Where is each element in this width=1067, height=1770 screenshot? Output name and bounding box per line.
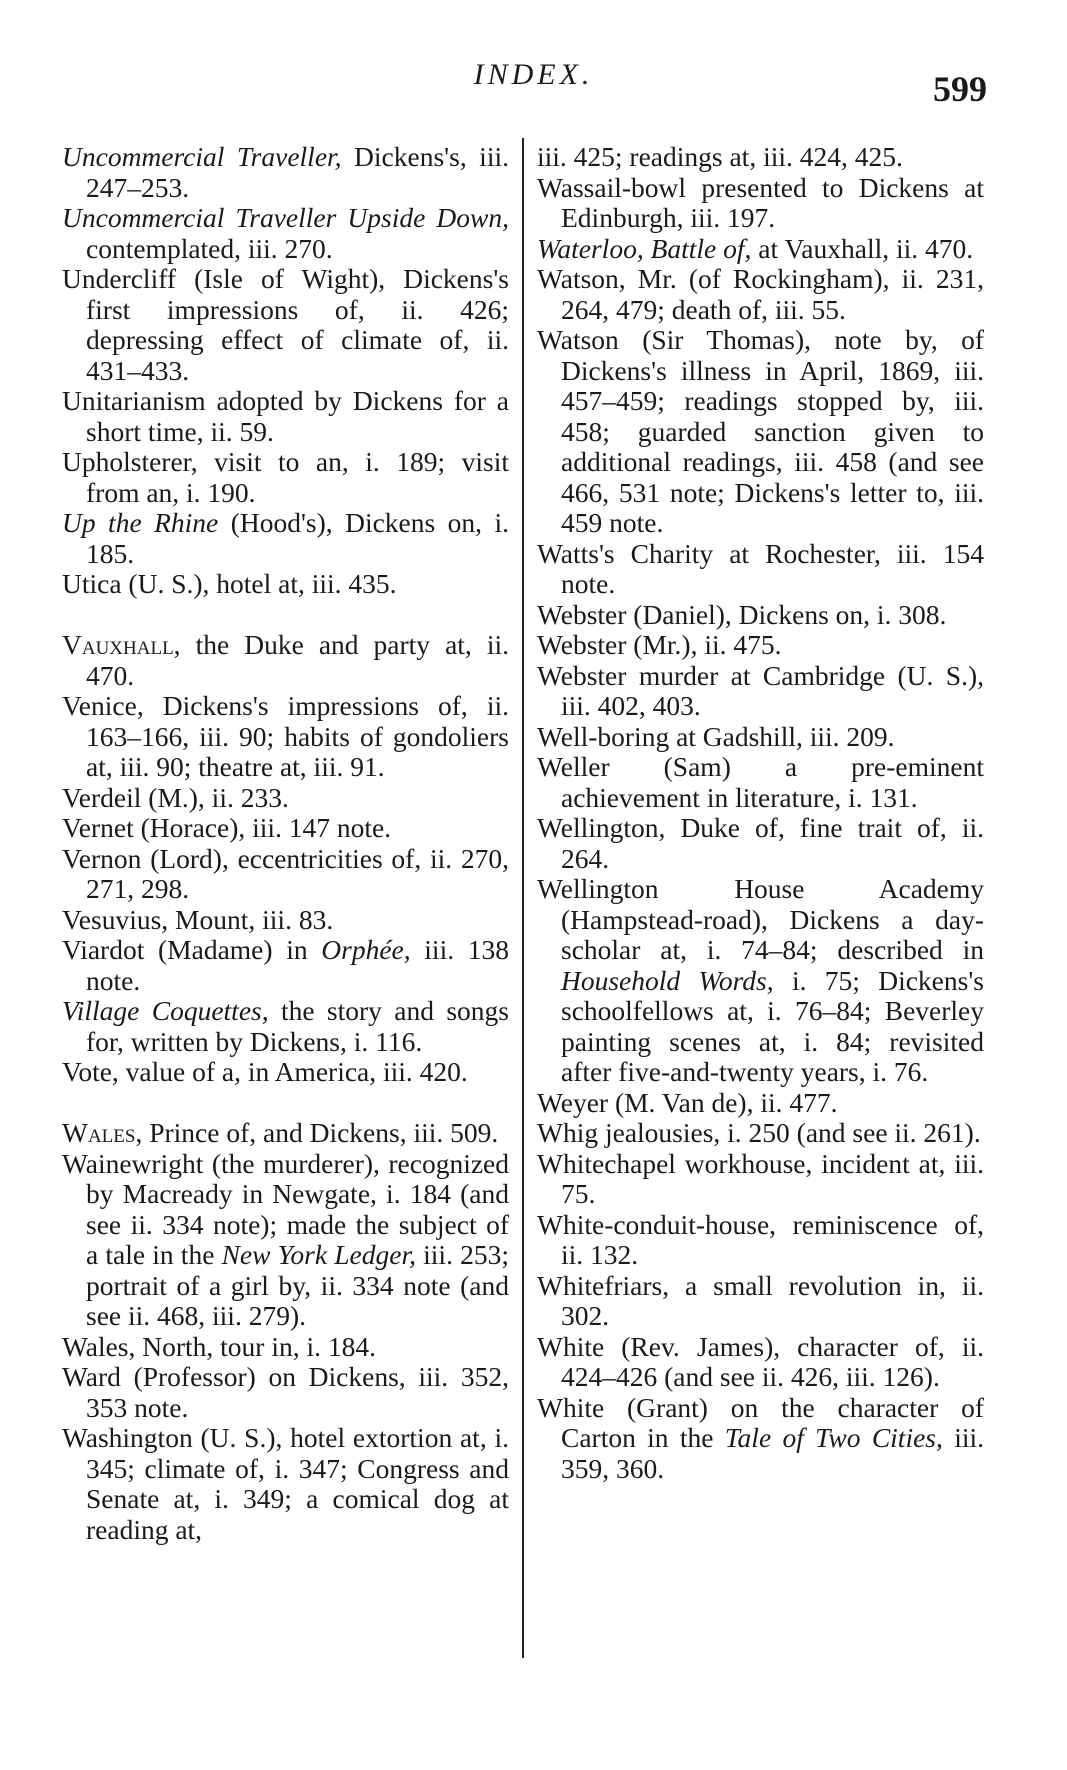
page-number: 599 <box>933 69 987 109</box>
entry-text: Prince of, and Dickens, iii. 509. <box>142 1117 499 1148</box>
section-gap <box>62 600 509 631</box>
entry-text: White-conduit-house, reminiscence of, ii. 132. <box>537 1208 984 1270</box>
index-entry <box>62 996 509 1057</box>
entry-text: Utica (U. S.), hotel at, iii. 435. <box>62 568 397 599</box>
index-entry <box>537 173 984 234</box>
section-gap <box>62 1088 509 1119</box>
entry-text: Venice, Dickens's impressions of, ii. 163–166, iii. 90; habits of gondoliers at, iii. 90; theatre at, iii. 91. <box>62 690 509 782</box>
index-entry <box>537 1393 984 1485</box>
entry-text-tail: iii. 253; portrait of a girl by, ii. 334 note (and see ii. 468, iii. 279). <box>86 1239 510 1331</box>
index-entry <box>537 813 984 874</box>
entry-text: Wellington House Academy (Hampstead-road), Dickens a day-scholar at, i. 74–84; described in <box>537 873 984 965</box>
entry-text: Vernet (Horace), iii. 147 note. <box>62 812 392 843</box>
index-entry <box>537 1118 984 1149</box>
entry-text: Weller (Sam) a pre-eminent achievement in literature, i. 131. <box>537 751 984 813</box>
index-entry <box>62 844 509 905</box>
entry-text: Well-boring at Gadshill, iii. 209. <box>537 720 895 752</box>
index-entry <box>62 569 509 600</box>
index-entry <box>62 447 509 508</box>
entry-text: Watson, Mr. (of Rockingham), ii. 231, 264, 479; death of, iii. 55. <box>537 263 984 325</box>
index-entry <box>537 1088 984 1119</box>
entry-text: Washington (U. S.), hotel extortion at, i. 345; climate of, i. 347; Congress and Senate at, i. 349; a comical dog at reading at, <box>62 1422 509 1545</box>
entry-heading: Vauxhall, <box>62 629 181 660</box>
left-column <box>62 142 509 1545</box>
entry-text: Vesuvius, Mount, iii. 83. <box>62 903 334 935</box>
entry-text: White (Grant) on the character of Carton in the <box>537 1391 984 1453</box>
entry-text: Vernon (Lord), eccentricities of, ii. 270, 271, 298. <box>62 842 509 904</box>
entry-text: Webster (Daniel), Dickens on, i. 308. <box>537 598 947 630</box>
entry-text: the Duke and party at, ii. 470. <box>86 629 509 691</box>
entry-text: Whitechapel workhouse, incident at, iii. 75. <box>537 1147 984 1209</box>
index-entry <box>62 905 509 936</box>
entry-text: iii. 425; readings at, iii. 424, 425. <box>537 141 903 172</box>
entry-text: Webster (Mr.), ii. 475. <box>537 629 782 660</box>
entry-heading: Waterloo, Battle of, <box>537 232 752 264</box>
entry-text: Unitarianism adopted by Dickens for a short time, ii. 59. <box>62 385 509 447</box>
index-entry <box>62 508 509 569</box>
entry-text: Verdeil (M.), ii. 233. <box>62 781 289 813</box>
index-entry <box>62 691 509 783</box>
index-entry <box>62 264 509 386</box>
entry-title: Orphée, <box>321 934 411 965</box>
index-entry <box>62 1423 509 1545</box>
entry-heading: Uncommercial Traveller Upside Down, <box>62 202 509 233</box>
entry-text: the story and songs for, written by Dickens, i. 116. <box>86 995 509 1057</box>
index-entry <box>537 264 984 325</box>
index-entry <box>62 1118 509 1149</box>
index-entry <box>62 813 509 844</box>
running-head: INDEX. <box>473 58 594 91</box>
index-entry <box>537 1149 984 1210</box>
entry-heading: Up the Rhine <box>62 507 219 538</box>
entry-text: Whitefriars, a small revolution in, ii. 302. <box>537 1269 984 1331</box>
entry-text: Watson (Sir Thomas), note by, of Dickens's illness in April, 1869, iii. 457–459; readings stopped by, iii. 458; guarded sanction given to additional readings, iii. 458 (and see 466, 531 note; Dickens's letter to, iii. 459 note. <box>537 324 984 538</box>
entry-title: Tale of Two Cities, <box>724 1422 943 1453</box>
entry-text: Wainewright (the murderer), recognized by Macready in Newgate, i. 184 (and see ii. 334 note); made the subject of a tale in the <box>62 1147 509 1270</box>
entry-text: contemplated, iii. 270. <box>86 232 333 264</box>
entry-text: Dickens's, iii. 247–253. <box>86 141 509 203</box>
index-entry <box>62 630 509 691</box>
index-entry <box>537 630 984 661</box>
index-entry <box>537 1271 984 1332</box>
entry-heading: Village Coquettes, <box>62 995 269 1026</box>
entry-text: Upholsterer, visit to an, i. 189; visit from an, i. 190. <box>62 446 509 508</box>
index-entry <box>62 142 509 203</box>
index-entry <box>62 1332 509 1363</box>
index-entry <box>537 539 984 600</box>
entry-text-tail: iii. 138 note. <box>86 934 509 996</box>
entry-title: New York Ledger, <box>221 1239 416 1270</box>
entry-text: Wales, North, tour in, i. 184. <box>62 1330 376 1362</box>
index-entry <box>62 1057 509 1088</box>
index-entry <box>537 600 984 631</box>
right-column <box>537 142 984 1484</box>
entry-text: at Vauxhall, ii. 470. <box>751 232 974 264</box>
index-entry <box>537 325 984 539</box>
index-entry <box>537 234 984 265</box>
entry-text: White (Rev. James), character of, ii. 424–426 (and see ii. 426, iii. 126). <box>537 1330 984 1392</box>
index-entry <box>537 142 984 173</box>
entry-text: Vote, value of a, in America, iii. 420. <box>62 1056 468 1087</box>
entry-text-tail: i. 75; Dickens's schoolfellows at, i. 76–84; Beverley painting scenes at, i. 84; revisited after five-and-twenty years, i. 76. <box>561 964 984 1087</box>
entry-text: Watts's Charity at Rochester, iii. 154 note. <box>537 537 984 599</box>
entry-heading: Wales, <box>62 1117 143 1148</box>
entry-text: Undercliff (Isle of Wight), Dickens's first impressions of, ii. 426; depressing effect of climate of, ii. 431–433. <box>62 263 509 386</box>
entry-text-tail: iii. 359, 360. <box>561 1422 984 1484</box>
index-entry <box>537 722 984 753</box>
index-entry <box>537 1332 984 1393</box>
index-entry <box>537 874 984 1088</box>
entry-text: Webster murder at Cambridge (U. S.), iii. 402, 403. <box>537 659 984 721</box>
entry-text: Ward (Professor) on Dickens, iii. 352, 353 note. <box>62 1361 509 1423</box>
entry-text: Wassail-bowl presented to Dickens at Edinburgh, iii. 197. <box>537 171 984 233</box>
index-entry <box>62 1362 509 1423</box>
column-divider <box>522 138 524 1658</box>
index-entry <box>62 1149 509 1332</box>
entry-text: Weyer (M. Van de), ii. 477. <box>537 1086 838 1118</box>
index-entry <box>62 203 509 264</box>
index-entry <box>62 386 509 447</box>
entry-title: Household Words, <box>561 964 774 996</box>
index-entry <box>537 661 984 722</box>
entry-text: Wellington, Duke of, fine trait of, ii. 264. <box>537 812 984 874</box>
entry-text: Viardot (Madame) in <box>62 934 322 965</box>
index-entry <box>537 752 984 813</box>
index-entry <box>537 1210 984 1271</box>
index-entry <box>62 783 509 814</box>
entry-heading: Uncommercial Traveller, <box>62 141 342 172</box>
entry-text: Whig jealousies, i. 250 (and see ii. 261). <box>537 1117 981 1148</box>
entry-text: (Hood's), Dickens on, i. 185. <box>86 507 509 569</box>
index-entry <box>62 935 509 996</box>
